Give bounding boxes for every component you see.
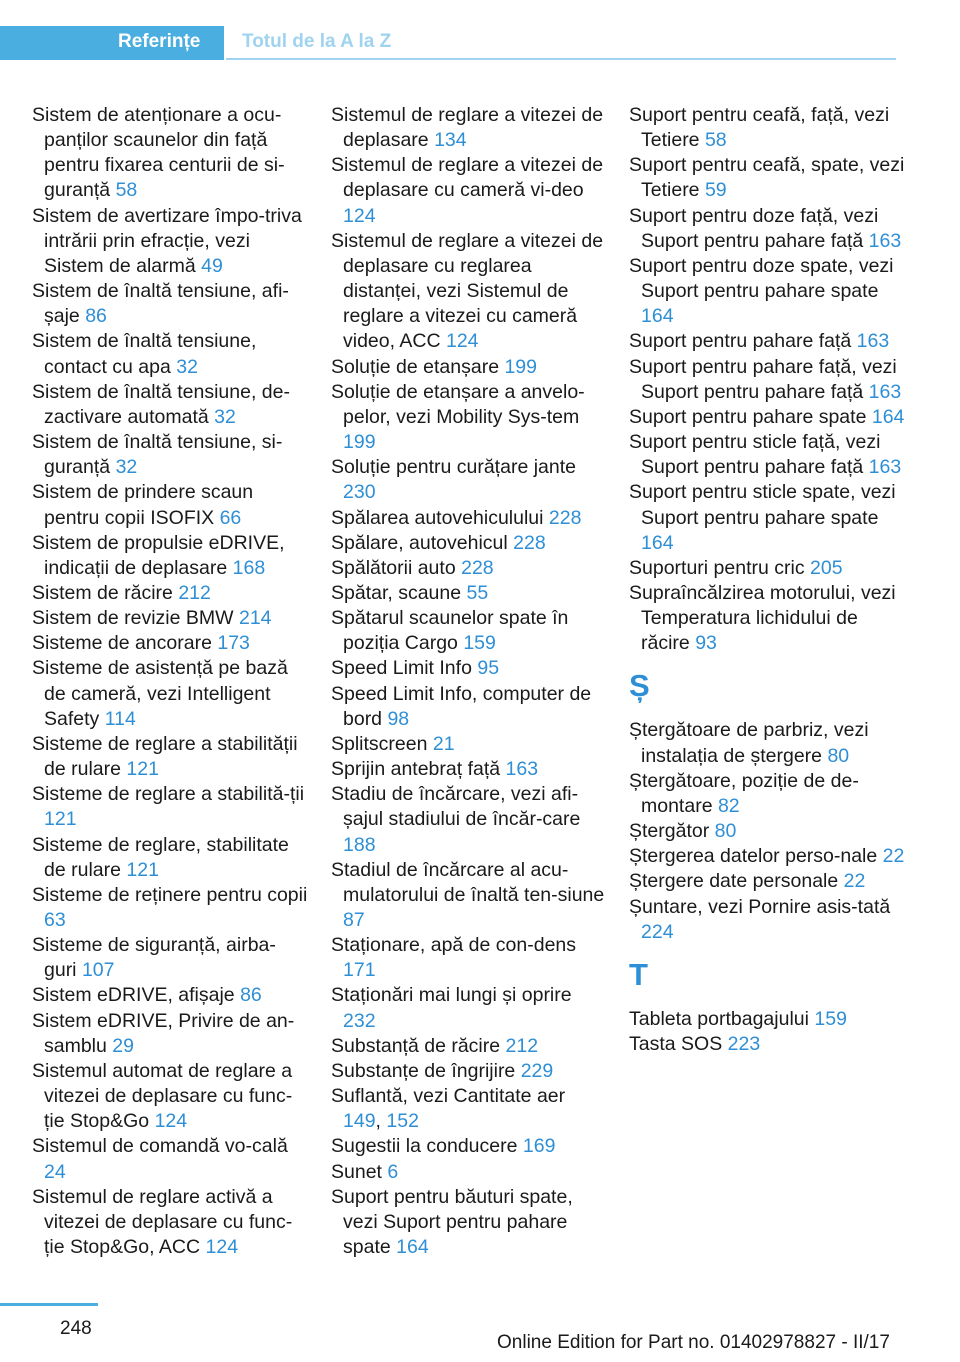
index-entry-text: Sistemul automat de reglare a vitezei de deplasare cu func-ție Stop&Go (32, 1059, 293, 1133)
index-entry-text: Sistemul de reglare a vitezei de deplasare cu reglarea distanței, vezi Sistemul de reglare a vitezei cu cameră video, ACC (331, 229, 604, 353)
index-entry (331, 1185, 607, 1260)
index-entry-text: Substanță de răcire (331, 1034, 506, 1057)
index-entry-text: Staționări mai lungi și oprire (331, 984, 572, 1007)
index-entry-text: Sprijin antebraț față (331, 758, 506, 781)
index-entry (629, 895, 905, 945)
index-entry-text: Suport pentru sticle față, vezi Suport pentru pahare față (629, 431, 881, 479)
index-entry-text: Ștergătoare de parbriz, vezi instalația de ștergere (629, 719, 869, 767)
index-entry-text: Sistem de revizie BMW (32, 607, 239, 630)
index-entry-text: Stadiul de încărcare al acu-mulatorului de înaltă ten-siune (331, 858, 605, 906)
index-entry (32, 631, 308, 656)
page-link[interactable]: 212 (505, 1034, 539, 1057)
index-entry-text: Sisteme de reglare a stabilității de rulare (32, 732, 298, 781)
index-letter-heading: T (629, 956, 648, 992)
index-entry-text: Sistem de înaltă tensiune, afi-șaje (32, 280, 289, 328)
index-entry-text: Supraîncălzirea motorului, vezi Temperatura lichidului de răcire (629, 581, 896, 655)
index-entry (629, 329, 905, 354)
index-entry (331, 933, 607, 983)
index-entry-text: Speed Limit Info, computer de bord (331, 682, 592, 730)
page-link[interactable]: 228 (548, 506, 582, 529)
page-link[interactable]: 228 (461, 556, 494, 579)
page-link[interactable]: 98 (387, 707, 410, 730)
page-link[interactable]: 230 (343, 481, 376, 504)
index-entry (331, 556, 607, 581)
index-entry (629, 153, 905, 203)
page-link[interactable]: 188 (343, 833, 376, 856)
index-entry (32, 983, 308, 1008)
index-entry-text: Sistem de înaltă tensiune, si-guranță (32, 431, 283, 479)
page-link[interactable]: 223 (727, 1033, 761, 1055)
index-entry (32, 581, 308, 606)
index-entry-text: Sistem de înaltă tensiune, de-zactivare automată (32, 380, 290, 428)
index-entry-text: Suport pentru pahare spate (629, 405, 872, 428)
index-entry (629, 430, 905, 480)
index-column-1 (32, 103, 308, 1260)
index-entry-text: Sistem eDRIVE, afișaje (32, 984, 241, 1007)
index-entry-text: Suport pentru pahare față, vezi Suport pentru pahare față (629, 355, 897, 403)
index-entry (331, 531, 607, 556)
index-entry (331, 1034, 607, 1059)
page-link[interactable]: 171 (343, 959, 376, 982)
index-entry (32, 1134, 308, 1184)
index-entry (331, 1134, 607, 1159)
index-entry (32, 103, 308, 204)
page-link[interactable]: 55 (466, 581, 489, 604)
index-entry-text: Tasta SOS (629, 1033, 728, 1055)
page-link[interactable]: 21 (432, 732, 455, 755)
index-entry (331, 355, 607, 380)
index-entry-text: Sugestii la conducere (331, 1135, 523, 1158)
index-entry-text: Suport pentru doze spate, vezi Suport pentru pahare spate (629, 254, 894, 303)
index-entry (32, 933, 308, 983)
page-link[interactable]: 164 (871, 405, 905, 428)
index-entry-text: Spătarul scaunelor spate în poziția Cargo (331, 607, 569, 655)
page-link[interactable]: 169 (522, 1135, 556, 1158)
index-entry (629, 480, 905, 555)
index-entry (331, 782, 607, 857)
footer-rule (0, 1303, 98, 1306)
index-entry-text: Suport pentru ceafă, spate, vezi Tetiere (629, 154, 905, 202)
page-link[interactable]: 29 (112, 1034, 134, 1057)
page-link[interactable]: 124 (445, 330, 479, 353)
page-link[interactable]: 22 (843, 870, 866, 893)
index-entry-text: Sistem de înaltă tensiune, contact cu apa (32, 330, 257, 378)
page-link[interactable]: 63 (44, 909, 66, 931)
index-entry (32, 1009, 308, 1059)
index-entry (32, 531, 308, 581)
index-entry (331, 380, 607, 455)
page-link[interactable]: 199 (504, 355, 537, 378)
page-header (0, 26, 896, 60)
page-link[interactable]: 163 (868, 380, 902, 403)
index-entry-text: Suport pentru sticle spate, vezi Suport pentru pahare spate (629, 481, 896, 529)
index-entry-text: Spălarea autovehiculului (331, 506, 549, 529)
page-link[interactable]: 24 (44, 1160, 66, 1183)
page-link[interactable]: 32 (115, 456, 138, 479)
index-entry (331, 858, 607, 933)
page-link[interactable]: 107 (81, 959, 115, 982)
edition-note: Online Edition for Part no. 01402978827 - II/17 (497, 1332, 890, 1353)
index-entry-text: Ștergător (629, 820, 715, 843)
index-entry (331, 1160, 607, 1185)
index-entry (629, 355, 905, 405)
index-entry (331, 506, 607, 531)
index-entry (629, 718, 905, 768)
index-entry (32, 656, 308, 731)
index-entry (629, 1007, 905, 1032)
index-entry-text: Sistem de atenționare a ocu-panților scaunelor din față pentru fixarea centurii de si-guranță (32, 104, 285, 202)
index-entry (629, 556, 905, 581)
page-link[interactable]: 212 (178, 581, 211, 604)
index-entry-text: Substanțe de îngrijire (331, 1059, 521, 1082)
index-entry (32, 1185, 308, 1260)
index-entry-text: Sisteme de ancorare (32, 632, 218, 655)
page-link[interactable]: 22 (882, 845, 905, 868)
index-entry-text: Sistemul de comandă vo-cală (32, 1135, 288, 1158)
index-entry-text: Spătar, scaune (331, 581, 467, 604)
page-link[interactable]: 173 (217, 632, 250, 655)
index-entry-text: Sistemul de reglare a vitezei de deplasare cu cameră vi-deo (331, 154, 604, 202)
index-entry-text: Sistem eDRIVE, Privire de an-samblu (32, 1009, 295, 1057)
index-entry (629, 103, 905, 153)
page-link[interactable]: 124 (343, 204, 376, 227)
page-link[interactable]: 114 (104, 707, 136, 730)
index-entry-text: Ștergătoare, poziție de de-montare (629, 769, 859, 817)
index-entry (331, 732, 607, 757)
index-entry (32, 430, 308, 480)
index-entry-text: Sistem de propulsie eDRIVE, indicații de deplasare (32, 531, 285, 579)
page-link[interactable]: 86 (240, 984, 262, 1007)
index-entry-text: Soluție de etanșare (331, 355, 505, 378)
page-link[interactable]: 163 (856, 330, 890, 353)
page-link[interactable]: 59 (704, 179, 727, 202)
page-link[interactable]: 66 (219, 506, 242, 529)
index-entry (629, 869, 905, 894)
page-number: 248 (60, 1318, 92, 1339)
index-entry (331, 153, 607, 228)
page-link[interactable]: 164 (641, 531, 674, 554)
page-link[interactable]: 121 (126, 758, 159, 781)
page-link[interactable]: 163 (868, 456, 902, 479)
page-link[interactable]: 159 (814, 1007, 847, 1030)
index-entry (629, 819, 905, 844)
page-link[interactable]: 164 (396, 1236, 429, 1259)
page-link[interactable]: 49 (201, 254, 223, 277)
page-link[interactable]: 6 (387, 1160, 399, 1183)
index-entry-text: Sisteme de siguranță, airba-guri (32, 934, 276, 982)
index-entry-text: Sisteme de reținere pentru copii (32, 883, 308, 906)
index-entry-text: Tableta portbagajului (629, 1007, 815, 1030)
index-entry-text: Șuntare, vezi Pornire asis-tată (629, 895, 891, 918)
index-entry-text: Ștergere date personale (629, 870, 844, 893)
page-link[interactable]: 124 (205, 1236, 239, 1259)
index-entry (331, 1059, 607, 1084)
index-entry-text: Sisteme de asistență pe bază de cameră, vezi Intelligent Safety (32, 657, 288, 730)
header-chapter-title: Totul de la A la Z (242, 31, 392, 52)
index-entry-text: Sisteme de reglare, stabilitate de rulare (32, 833, 289, 881)
index-entry (629, 844, 905, 869)
page-link[interactable]: 32 (176, 355, 198, 378)
index-entry (629, 581, 905, 656)
page-link[interactable]: 159 (463, 632, 496, 655)
page-link[interactable]: 58 (704, 129, 727, 152)
page-link[interactable]: 228 (513, 531, 546, 554)
index-entry (32, 279, 308, 329)
index-entry (629, 405, 905, 430)
page-link[interactable]: 93 (695, 632, 717, 655)
index-entry-text: Splitscreen (331, 732, 433, 755)
page-link[interactable]: 80 (714, 820, 737, 843)
index-entry-text: Suport pentru ceafă, față, vezi Tetiere (629, 104, 890, 152)
index-entry (32, 732, 308, 782)
index-entry (331, 757, 607, 782)
index-entry (629, 769, 905, 819)
page-link[interactable]: 80 (827, 744, 850, 767)
index-entry-text: Suport pentru pahare față (629, 330, 857, 353)
page-link[interactable]: 199 (343, 431, 376, 454)
page-link[interactable]: 121 (44, 808, 77, 831)
index-column-3 (629, 103, 905, 1057)
index-entry (629, 1032, 905, 1057)
index-entry-text: Sistem de prindere scaun pentru copii ISOFIX (32, 481, 254, 529)
page-link[interactable]: 164 (641, 305, 674, 328)
index-entry-text: Sunet (331, 1160, 388, 1183)
page-link[interactable]: 214 (238, 607, 272, 630)
header-rule (226, 58, 896, 60)
index-entry-text: Speed Limit Info (331, 657, 478, 680)
index-entry: Suflantă, vezi Cantitate aer 149, 152 (331, 1085, 566, 1133)
index-entry (32, 480, 308, 530)
index-entry (331, 455, 607, 505)
index-entry-text: Sistem de răcire (32, 581, 179, 604)
page-link[interactable]: 232 (343, 1009, 376, 1032)
page-link[interactable]: 163 (868, 229, 902, 252)
page-link[interactable]: 149 (343, 1110, 376, 1133)
page-link[interactable]: 163 (505, 758, 539, 781)
index-entry-text: Staționare, apă de con-dens (331, 934, 577, 957)
index-entry-text: Spălătorii auto (331, 556, 462, 579)
index-entry (32, 606, 308, 631)
index-entry (32, 329, 308, 379)
index-entry (331, 983, 607, 1033)
page-link[interactable]: 58 (115, 179, 138, 202)
page-link[interactable]: 124 (154, 1110, 188, 1133)
page-link[interactable]: 134 (434, 129, 467, 152)
index-entry-text: Sistem de avertizare împo-triva intrării prin efracție, vezi Sistem de alarmă (32, 204, 302, 277)
index-entry (32, 1059, 308, 1134)
index-entry (32, 380, 308, 430)
index-entry (331, 229, 607, 355)
index-entry-text: Sisteme de reglare a stabilită-ții (32, 783, 305, 806)
index-entry (32, 782, 308, 832)
page-link[interactable]: 32 (214, 405, 236, 428)
index-entry (32, 833, 308, 883)
index-entry-text: Sistemul de reglare a vitezei de deplasare (331, 104, 604, 152)
index-entry-text: Ștergerea datelor perso-nale (629, 845, 883, 868)
page-link[interactable]: 152 (386, 1110, 419, 1133)
index-letter-heading: Ș (629, 668, 650, 704)
index-entry-text: Spălare, autovehicul (331, 531, 514, 554)
page-link[interactable]: 121 (126, 858, 159, 881)
index-entry-text: Suport pentru doze față, vezi Suport pentru pahare față (629, 204, 879, 252)
index-entry (331, 656, 607, 681)
index-entry-text: Stadiu de încărcare, vezi afi-șajul stadiului de încăr-care (331, 783, 581, 831)
index-entry (32, 204, 308, 279)
index-column-2 (331, 103, 607, 1260)
index-entry-text: Suport pentru băuturi spate, vezi Suport pentru pahare spate (331, 1185, 573, 1259)
index-entry (331, 606, 607, 656)
index-entry-text: Soluție de etanșare a anvelo-pelor, vezi Mobility Sys-tem (331, 380, 585, 428)
page-link[interactable]: 224 (641, 920, 674, 943)
page-link[interactable]: 87 (343, 909, 365, 931)
index-entry (32, 883, 308, 933)
page-link[interactable]: 86 (85, 305, 107, 328)
index-entry-text: Sistemul de reglare activă a vitezei de deplasare cu func-ție Stop&Go, ACC (32, 1185, 293, 1259)
index-entry (629, 254, 905, 329)
index-entry (331, 581, 607, 606)
page-link[interactable]: 229 (520, 1059, 554, 1082)
index-entry-text: Suporturi pentru cric (629, 556, 810, 579)
index-entry-text: Soluție pentru curățare jante (331, 456, 576, 479)
index-entry (629, 204, 905, 254)
page-link[interactable]: 205 (810, 556, 843, 579)
index-entry-text: Suflantă, vezi Cantitate aer (331, 1085, 566, 1108)
page-link[interactable]: 95 (477, 657, 500, 680)
page-link[interactable]: 82 (717, 794, 740, 817)
page-link[interactable]: 168 (232, 556, 266, 579)
index-entry (331, 103, 607, 153)
header-section-title: Referințe (118, 31, 201, 52)
index-entry (331, 682, 607, 732)
